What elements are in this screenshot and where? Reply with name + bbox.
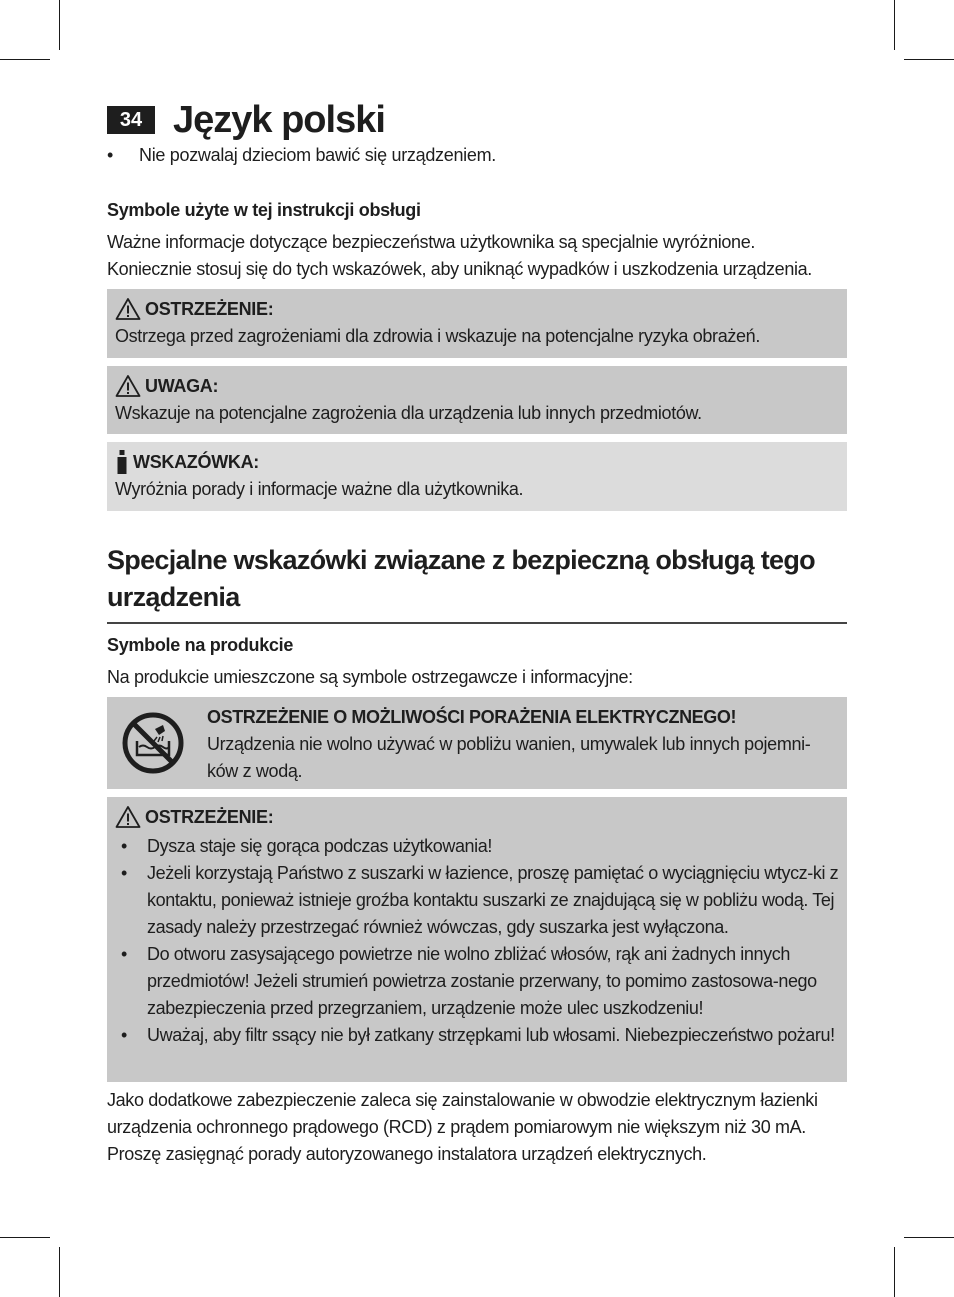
hint-notice-box bbox=[107, 442, 847, 511]
product-symbols-intro: Na produkcie umieszczone są symbole ostrzegawcze i informacyjne: bbox=[107, 667, 633, 687]
electric-warning-text: Urządzenia nie wolno używać w pobliżu wanien, umywalek lub innych pojemni-ków z wodą. bbox=[207, 734, 811, 781]
electric-warning-title: OSTRZEŻENIE O MOŻLIWOŚCI PORAŻENIA ELEKTRYCZNEGO! bbox=[207, 707, 737, 727]
info-icon bbox=[115, 449, 129, 475]
crop-mark bbox=[894, 0, 895, 50]
caution-triangle-icon bbox=[115, 374, 141, 398]
caution-notice-text: Wskazuje na potencjalne zagrożenia dla urządzenia lub innych przedmiotów. bbox=[115, 403, 702, 423]
crop-mark bbox=[0, 1237, 50, 1238]
hint-notice-text: Wyróżnia porady i informacje ważne dla użytkownika. bbox=[115, 479, 524, 499]
warning-triangle-icon bbox=[115, 805, 141, 829]
symbols-intro bbox=[107, 229, 852, 283]
warning-list-title bbox=[115, 803, 839, 831]
hint-title-text: WSKAZÓWKA: bbox=[133, 451, 259, 472]
warning-notice-box bbox=[107, 289, 847, 358]
symbols-heading: Symbole użyte w tej instrukcji obsługi bbox=[107, 200, 421, 220]
section-heading bbox=[107, 542, 847, 624]
list-item: • Uważaj, aby filtr ssący nie był zatkany strzępkami lub włosami. Niebezpieczeństwo pożaru! bbox=[115, 1022, 839, 1049]
page-title: Język polski bbox=[173, 98, 385, 141]
list-item: • Dysza staje się gorąca podczas użytkowania! bbox=[115, 833, 839, 860]
crop-mark bbox=[59, 0, 60, 50]
electric-warning-box bbox=[107, 697, 847, 789]
caution-notice-title bbox=[115, 372, 839, 400]
caution-notice-box bbox=[107, 366, 847, 434]
caution-title-text: UWAGA: bbox=[145, 375, 219, 396]
hint-notice-title bbox=[115, 448, 839, 476]
list-item bbox=[107, 145, 496, 166]
bullet: • bbox=[107, 145, 114, 165]
crop-mark bbox=[894, 1247, 895, 1297]
crop-mark bbox=[59, 1247, 60, 1297]
list-item-text: Nie pozwalaj dzieciom bawić się urządzeniem. bbox=[139, 145, 496, 165]
product-symbols-heading: Symbole na produkcie bbox=[107, 635, 294, 655]
warning-list-title-text: OSTRZEŻENIE: bbox=[145, 806, 274, 827]
crop-mark bbox=[0, 59, 50, 60]
no-water-bath-icon bbox=[121, 711, 185, 775]
warning-notice-title bbox=[115, 295, 839, 323]
symbols-intro-line: Koniecznie stosuj się do tych wskazówek, aby uniknąć wypadków i uszkodzenia urządzenia. bbox=[107, 259, 812, 279]
crop-mark bbox=[904, 59, 954, 60]
list-item: • Do otworu zasysającego powietrze nie wolno zbliżać włosów, rąk ani żadnych innych przedmiotów! Jeżeli strumień powietrza zostanie przerwany, to pomimo zastosowa-nego zabezpieczenia przed przegrzaniem, urządzenie może ulec uszkodzeniu! bbox=[115, 941, 839, 1022]
warning-list bbox=[115, 833, 839, 1049]
list-item: • Jeżeli korzystają Państwo z suszarki w łazience, proszę pamiętać o wyciągnięciu wtycz-ki z kontaktu, ponieważ istnieje groźba kontaktu suszarki ze znajdującą się w pobliżu wodą. Tej zasady należy przestrzegać również wówczas, gdy suszarka jest wyłączona. bbox=[115, 860, 839, 941]
symbols-intro-line: Ważne informacje dotyczące bezpieczeństwa użytkownika są specjalnie wyróżnione. bbox=[107, 232, 756, 252]
warning-list-box bbox=[107, 797, 847, 1082]
page-number: 34 bbox=[107, 106, 155, 134]
warning-title-text: OSTRZEŻENIE: bbox=[145, 298, 274, 319]
warning-notice-text: Ostrzega przed zagrożeniami dla zdrowia i wskazuje na potencjalne ryzyka obrażeń. bbox=[115, 326, 760, 346]
warning-triangle-icon bbox=[115, 297, 141, 321]
section-heading-line: urządzenia bbox=[107, 582, 240, 612]
closing-paragraph: Jako dodatkowe zabezpieczenie zaleca się zainstalowanie w obwodzie elektrycznym łazienki urządzenia ochronnego prądowego (RCD) z prądem pomiarowym nie większym niż 30 mA. Proszę zasięgnąć porady autoryzowanego instalatora urządzeń elektrycznych. bbox=[107, 1090, 818, 1164]
section-heading-line: Specjalne wskazówki związane z bezpieczną obsługą tego bbox=[107, 545, 815, 575]
crop-mark bbox=[904, 1237, 954, 1238]
page-header bbox=[107, 96, 385, 144]
